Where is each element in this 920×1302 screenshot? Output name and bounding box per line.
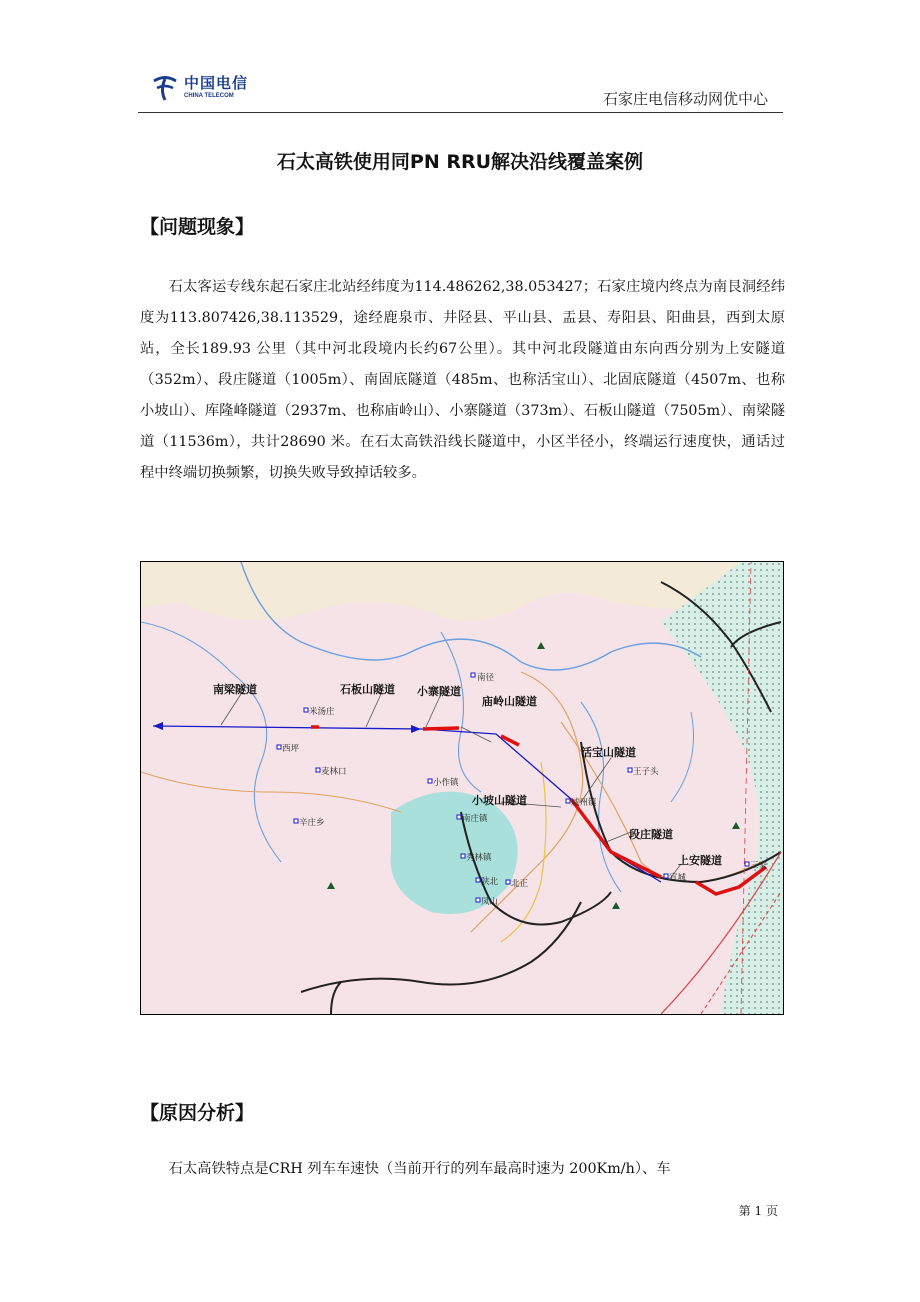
china-telecom-logo-icon bbox=[150, 72, 180, 102]
section-heading-problem: 【问题现象】 bbox=[140, 216, 255, 238]
town-label: 秀林镇 bbox=[466, 853, 492, 863]
town-label: 小作镇 bbox=[433, 778, 459, 788]
tunnel-label: 活宝山隧道 bbox=[581, 746, 636, 759]
town-label: 西坪 bbox=[282, 744, 300, 754]
town-label: 宣城 bbox=[669, 873, 687, 883]
page-number: 第 1 页 bbox=[738, 1204, 778, 1218]
logo-english-text: CHINA TELECOM bbox=[184, 92, 234, 99]
map-svg bbox=[141, 562, 783, 1014]
tunnel-label: 庙岭山隧道 bbox=[482, 695, 537, 708]
tunnel-label: 小寨隧道 bbox=[417, 685, 461, 698]
tunnel-label: 石板山隧道 bbox=[340, 683, 395, 696]
company-logo bbox=[150, 72, 248, 102]
town-label: 辛庄乡 bbox=[299, 818, 325, 828]
map-lake bbox=[391, 792, 518, 914]
town-label: 凤山 bbox=[481, 897, 499, 907]
header-divider bbox=[138, 112, 783, 113]
section-heading-cause: 【原因分析】 bbox=[140, 1102, 255, 1124]
cause-paragraph bbox=[140, 1154, 785, 1185]
town-label: 南庄镇 bbox=[462, 814, 488, 824]
tunnel-segment bbox=[423, 728, 459, 729]
town-label: 陕北 bbox=[481, 877, 499, 887]
town-label: 南径 bbox=[477, 673, 495, 683]
tunnel-label: 小坡山隧道 bbox=[472, 794, 527, 807]
railway-map bbox=[140, 561, 784, 1015]
town-label: 王子头 bbox=[633, 767, 659, 777]
problem-paragraph bbox=[140, 272, 785, 489]
header-organization: 石家庄电信移动网优中心 bbox=[602, 90, 768, 108]
town-label: 麦林口 bbox=[321, 767, 347, 777]
document-title: 石太高铁使用同PN RRU解决沿线覆盖案例 bbox=[276, 151, 644, 173]
tunnel-label: 南梁隧道 bbox=[213, 683, 257, 696]
tunnel-label: 上安隧道 bbox=[678, 854, 722, 867]
town-label: 米汤庄 bbox=[309, 707, 335, 717]
town-label: 三家 bbox=[750, 861, 768, 871]
town-label: 威州镇 bbox=[571, 798, 597, 808]
tunnel-label: 段庄隧道 bbox=[629, 828, 673, 841]
cause-text: 石太高铁特点是CRH 列车车速快（当前开行的列车最高时速为 200Km/h）、车 bbox=[168, 1161, 671, 1177]
town-label: 北正 bbox=[511, 879, 529, 889]
problem-text: 石太客运专线东起石家庄北站经纬度为114.486262,38.053427；石家庄境内终点为南艮洞经纬度为113.807426,38.113529，途经鹿泉市、井陉县、平山县、盂县、寿阳县、阳曲县，西到太原站，全长189.93 公里（其中河北段境内长约67公里）。其中河北段隧道由东向西分别为上安隧道（352m）、段庄隧道（1005m）、南固底隧道（485m、也称活宝山）、北固底隧道（4507m、也称小坡山）、库隆峰隧道（2937m、也称庙岭山）、小寨隧道（373m）、石板山隧道（7505m）、南梁隧道（11536m），共计28690 米。在石太高铁沿线长隧道中，小区半径小，终端运行速度快，通话过程中终端切换频繁，切换失败导致掉话较多。 bbox=[140, 279, 785, 481]
logo-chinese-text: 中国电信 bbox=[184, 73, 249, 92]
